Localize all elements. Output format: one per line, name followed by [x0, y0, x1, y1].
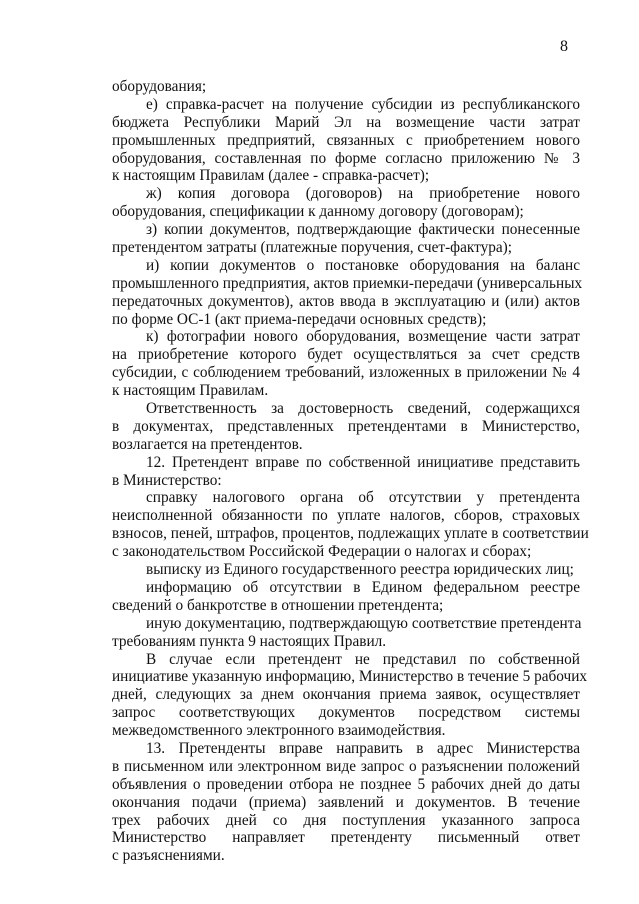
text-line: по форме ОС-1 (акт приема-передачи основных средств); — [112, 310, 487, 328]
text-line: з) копии документов, подтверждающие фактически понесенные — [146, 221, 580, 239]
text-line: дней, следующих за днем окончания приема заявок, осуществляет — [112, 686, 580, 704]
text-line: оборудования, спецификации к данному договору (договорам); — [112, 203, 524, 221]
text-line: с законодательством Российской Федерации о налогах и сборах; — [112, 543, 532, 561]
text-line: Министерство направляет претенденту письменный ответ — [112, 829, 580, 847]
text-line: в документах, представленных претендентами в Министерство, — [112, 417, 580, 435]
text-line: окончания подачи (приема) заявлений и документов. В течение — [112, 793, 580, 811]
text-line: неисполненной обязанности по уплате налогов, сборов, страховых — [112, 507, 580, 525]
text-line: оборудования; — [112, 78, 207, 95]
text-line: справку налогового органа об отсутствии у претендента — [146, 489, 580, 507]
text-line: претендентом затраты (платежные поручения, счет-фактура); — [112, 239, 513, 257]
text-line: сведений о банкротстве в отношении претендента; — [112, 596, 444, 614]
document-body — [112, 78, 589, 865]
text-line: и) копии документов о постановке оборудования на баланс — [146, 256, 580, 274]
text-line: к) фотографии нового оборудования, возмещение части затрат — [146, 328, 580, 346]
text-line: на приобретение которого будет осуществляться за счет средств — [112, 346, 580, 364]
text-line: субсидии, с соблюдением требований, изложенных в приложении № 4 — [112, 364, 580, 382]
text-line: запрос соответствующих документов посредством системы — [112, 704, 580, 722]
text-line: 13. Претенденты вправе направить в адрес Министерства — [146, 739, 580, 757]
text-line: в Министерство: — [112, 471, 222, 489]
text-line: трех рабочих дней со дня поступления указанного запроса — [112, 811, 580, 829]
page-number: 8 — [560, 38, 568, 55]
text-line: иную документацию, подтверждающую соответствие претендента — [146, 614, 582, 632]
text-line: инициативе указанную информацию, Министерство в течение 5 рабочих — [112, 668, 588, 686]
text-line: оборудования, составленная по форме согласно приложению № 3 — [112, 149, 580, 167]
text-line: промышленных предприятий, связанных с приобретением нового — [112, 131, 580, 149]
text-line: е) справка-расчет на получение субсидии из республиканского — [146, 95, 580, 113]
text-line: 12. Претендент вправе по собственной инициативе представить — [146, 453, 580, 471]
text-line: межведомственного электронного взаимодействия. — [112, 722, 446, 740]
text-line: в письменном или электронном виде запрос о разъяснении положений — [112, 757, 580, 775]
text-line: выписку из Единого государственного реестра юридических лиц; — [146, 561, 574, 579]
text-line: требованиям пункта 9 настоящих Правил. — [112, 632, 387, 650]
text-line: передаточных документов), актов ввода в эксплуатацию и (или) актов — [112, 292, 580, 310]
text-line: ж) копия договора (договоров) на приобретение нового — [146, 185, 580, 203]
text-line: бюджета Республики Марий Эл на возмещение части затрат — [112, 113, 580, 131]
text-line: к настоящим Правилам (далее - справка-расчет); — [112, 167, 430, 185]
text-line: В случае если претендент не представил по собственной — [146, 650, 580, 668]
text-line: Ответственность за достоверность сведений, содержащихся — [146, 400, 580, 418]
text-line: промышленного предприятия, актов приемки-передачи (универсальных — [112, 274, 583, 292]
text-line: информацию об отсутствии в Едином федеральном реестре — [146, 578, 580, 596]
text-line: возлагается на претендентов. — [112, 435, 303, 453]
text-line: к настоящим Правилам. — [112, 382, 269, 400]
text-line: объявления о проведении отбора не позднее 5 рабочих дней до даты — [112, 775, 580, 793]
text-line: с разъяснениями. — [112, 847, 225, 865]
text-line: взносов, пеней, штрафов, процентов, подлежащих уплате в соответствии — [112, 525, 589, 543]
